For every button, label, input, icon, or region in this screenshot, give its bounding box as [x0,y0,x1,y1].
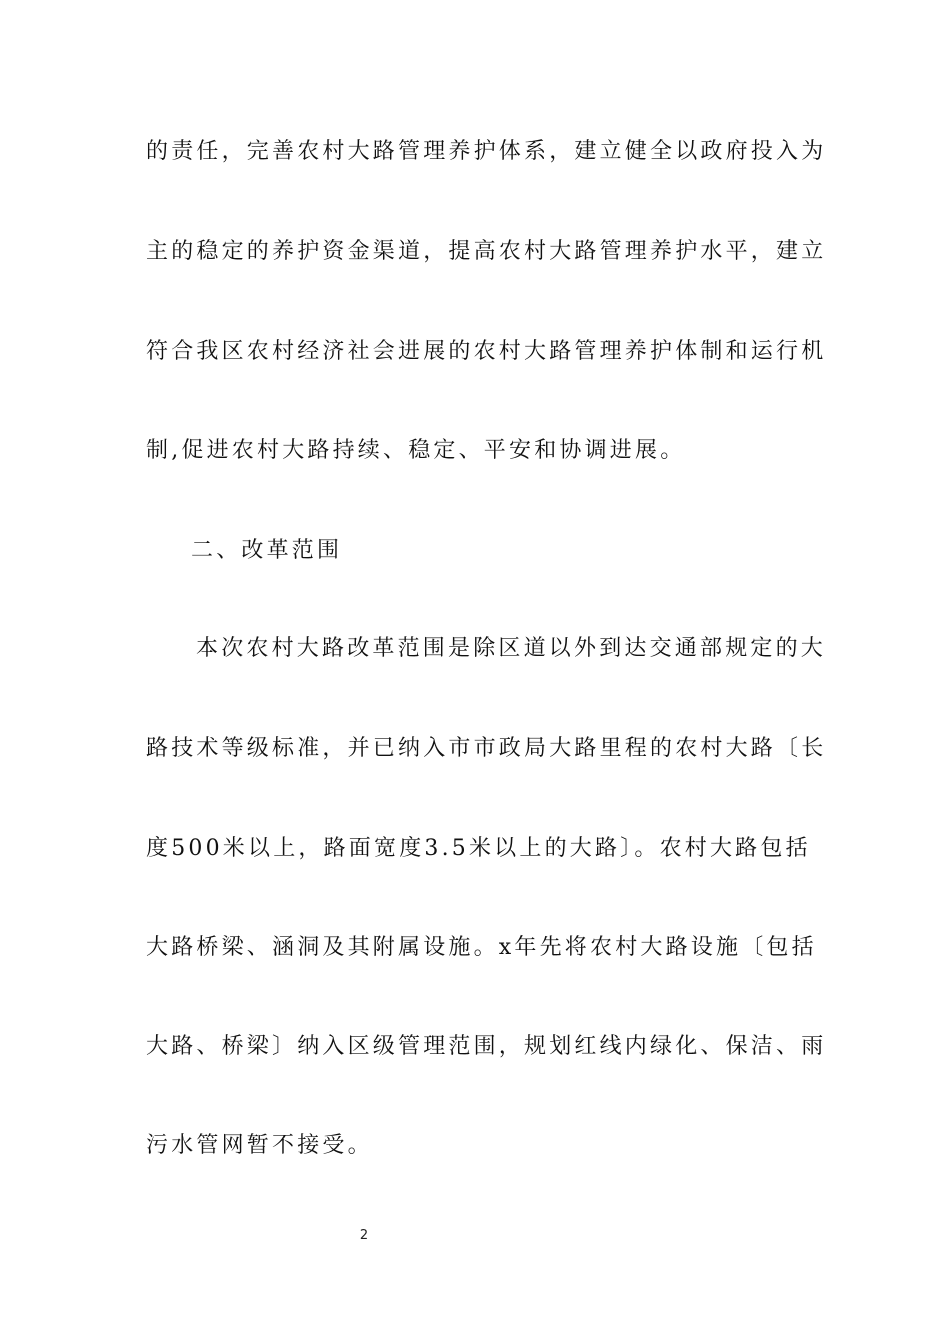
section-heading: 二、改革范围 [191,538,343,563]
paragraph-1-line-3: 符合我区农村经济社会进展的农村大路管理养护体制和运行机 [146,339,827,364]
paragraph-2-line-6: 污水管网暂不接受。 [146,1133,373,1158]
paragraph-2-line-3: 度500米以上，路面宽度3.5米以上的大路〕。农村大路包括 [146,836,811,861]
paragraph-1-line-4: 制,促进农村大路持续、稳定、平安和协调进展。 [146,438,686,463]
paragraph-1-line-1: 的责任，完善农村大路管理养护体系，建立健全以政府投入为 [146,139,827,164]
page-number: 2 [359,1228,369,1243]
paragraph-2-line-1: 本次农村大路改革范围是除区道以外到达交通部规定的大 [196,636,827,661]
paragraph-1-line-2: 主的稳定的养护资金渠道，提高农村大路管理养护水平，建立 [146,239,827,264]
paragraph-2-line-2: 路技术等级标准，并已纳入市市政局大路里程的农村大路〔长 [146,736,827,761]
paragraph-2-line-4: 大路桥梁、涵洞及其附属设施。x年先将农村大路设施〔包括 [146,935,817,960]
paragraph-2-line-5: 大路、桥梁〕纳入区级管理范围，规划红线内绿化、保洁、雨 [146,1034,827,1059]
